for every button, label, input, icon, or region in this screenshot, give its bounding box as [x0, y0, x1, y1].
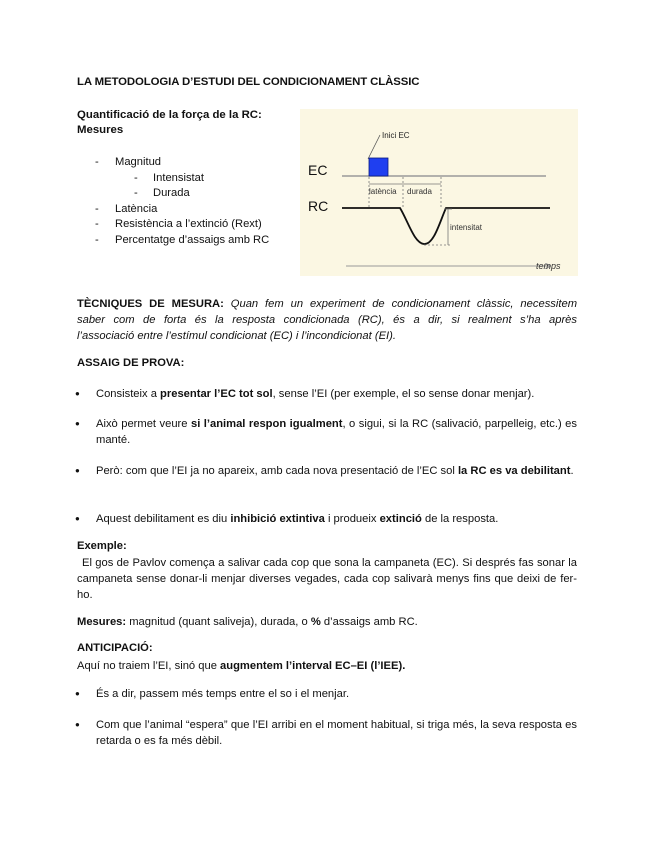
anticipacio-bullet-1: ● És a dir, passem més temps entre el so i el menjar.: [96, 686, 577, 702]
assaig-b4-text-e: de la resposta.: [421, 513, 499, 525]
assaig-b4-bold-2: extinció: [379, 513, 422, 525]
list-item-latencia: - Latència: [115, 202, 269, 218]
inici-ec-label: Inici EC: [382, 131, 410, 140]
ec-stimulus-box: [369, 158, 388, 176]
techniques-line3: l’associació entre l’estímul condicionat (EC) i l’incondicionat (EI).: [77, 330, 396, 342]
mesures-text-c: d’assaigs amb RC.: [320, 616, 418, 628]
inici-ec-pointer: [368, 135, 380, 159]
assaig-b4-text-c: i produeix: [324, 513, 380, 525]
assaig-b3-text-c: .: [570, 465, 574, 477]
intensitat-label: intensitat: [450, 223, 483, 232]
assaig-b2-text-c: , o sigui, si la RC (salivació, parpelleig, etc.) es manté.: [96, 418, 577, 446]
anticipacio-intro: [77, 658, 577, 674]
latencia-label: latència: [369, 187, 397, 196]
techniques-paragraph: [77, 296, 577, 344]
mesures-label: Mesures:: [77, 616, 127, 628]
assaig-bullet-1: [96, 386, 577, 402]
assaig-bullet-3: [96, 463, 577, 479]
anticipacio-bullet-2: ● Com que l’animal “espera” que l’EI arribi en el moment habitual, si triga més, la seva resposta es retarda o es fa més dèbil.: [96, 717, 577, 749]
anticipacio-bold: augmentem l’interval EC–EI (l’IEE).: [220, 660, 406, 672]
quantification-heading: [77, 108, 292, 138]
conditioning-timing-diagram: [300, 109, 578, 276]
diagram-svg: [300, 109, 578, 276]
assaig-b4-bold: inhibició extintiva: [230, 513, 325, 525]
techniques-label: TÈCNIQUES DE MESURA:: [77, 298, 224, 310]
assaig-b2-text-a: Això permet veure: [96, 418, 191, 430]
assaig-b2-bold: si l’animal respon igualment: [190, 418, 343, 430]
exemple-heading: Exemple:: [77, 540, 127, 552]
list-item-intensitat: - Intensistat: [134, 171, 204, 184]
assaig-b3-text-a: Però: com que l’EI ja no apareix, amb cada nova presentació de l’EC sol: [96, 465, 458, 477]
list-item-durada: - Durada: [134, 187, 190, 199]
durada-label: durada: [407, 187, 432, 196]
quantification-heading-line1: Quantificació de la força de la RC:: [77, 109, 262, 121]
exemple-text: El gos de Pavlov comença a salivar cada cop que sona la campaneta (EC). Si després fas sonar la campaneta sense donar-li menjar diverses vegades, cada cop salivarà menys fins que deixi de fer-ho.: [77, 557, 577, 601]
mesures-line: [77, 614, 577, 630]
quantification-heading-line2: Mesures: [77, 124, 124, 136]
techniques-line2: saber com de forta és la resposta condicionada (RC), és a dir, si realment s’ha après: [77, 314, 577, 326]
ec-label: EC: [308, 162, 328, 178]
temps-label: temps: [536, 261, 561, 271]
assaig-bullet-4: [96, 511, 577, 527]
list-item-durada-text: Durada: [153, 187, 190, 199]
assaig-b1-text-c: , sense l’EI (per exemple, el so sense donar menjar).: [272, 388, 535, 400]
rc-label: RC: [308, 198, 329, 214]
mesures-percent: %: [310, 616, 321, 628]
techniques-line1-text: Quan fem un experiment de condicionament clàssic, necessitem: [230, 298, 578, 310]
page-title: LA METODOLOGIA D’ESTUDI DEL CONDICIONAMENT CLÀSSIC: [77, 76, 420, 88]
assaig-heading: ASSAIG DE PROVA:: [77, 357, 185, 369]
list-item-percentatge: - Percentatge d’assaigs amb RC: [115, 233, 269, 249]
assaig-b1-bold: presentar l’EC tot sol: [160, 388, 273, 400]
techniques-line1: [77, 296, 577, 312]
measures-list: [115, 155, 269, 248]
assaig-b4-text-a: Aquest debilitament es diu: [96, 513, 231, 525]
assaig-b3-bold: la RC es va debilitant: [457, 465, 571, 477]
anticipacio-text-a: Aquí no traiem l’EI, sinó que: [77, 660, 221, 672]
anticipacio-heading: ANTICIPACIÓ:: [77, 642, 153, 654]
rc-response-trace: [342, 208, 550, 244]
assaig-bullet-2: [96, 416, 577, 448]
mesures-text-a: magnitud (quant saliveja), durada, o: [126, 616, 311, 628]
list-item-intensitat-text: Intensistat: [153, 171, 204, 184]
assaig-b1-text-a: Consisteix a: [96, 388, 161, 400]
list-item-magnitud: - Magnitud: [115, 155, 269, 171]
list-item-resistencia: - Resistència a l’extinció (Rext): [115, 217, 269, 233]
